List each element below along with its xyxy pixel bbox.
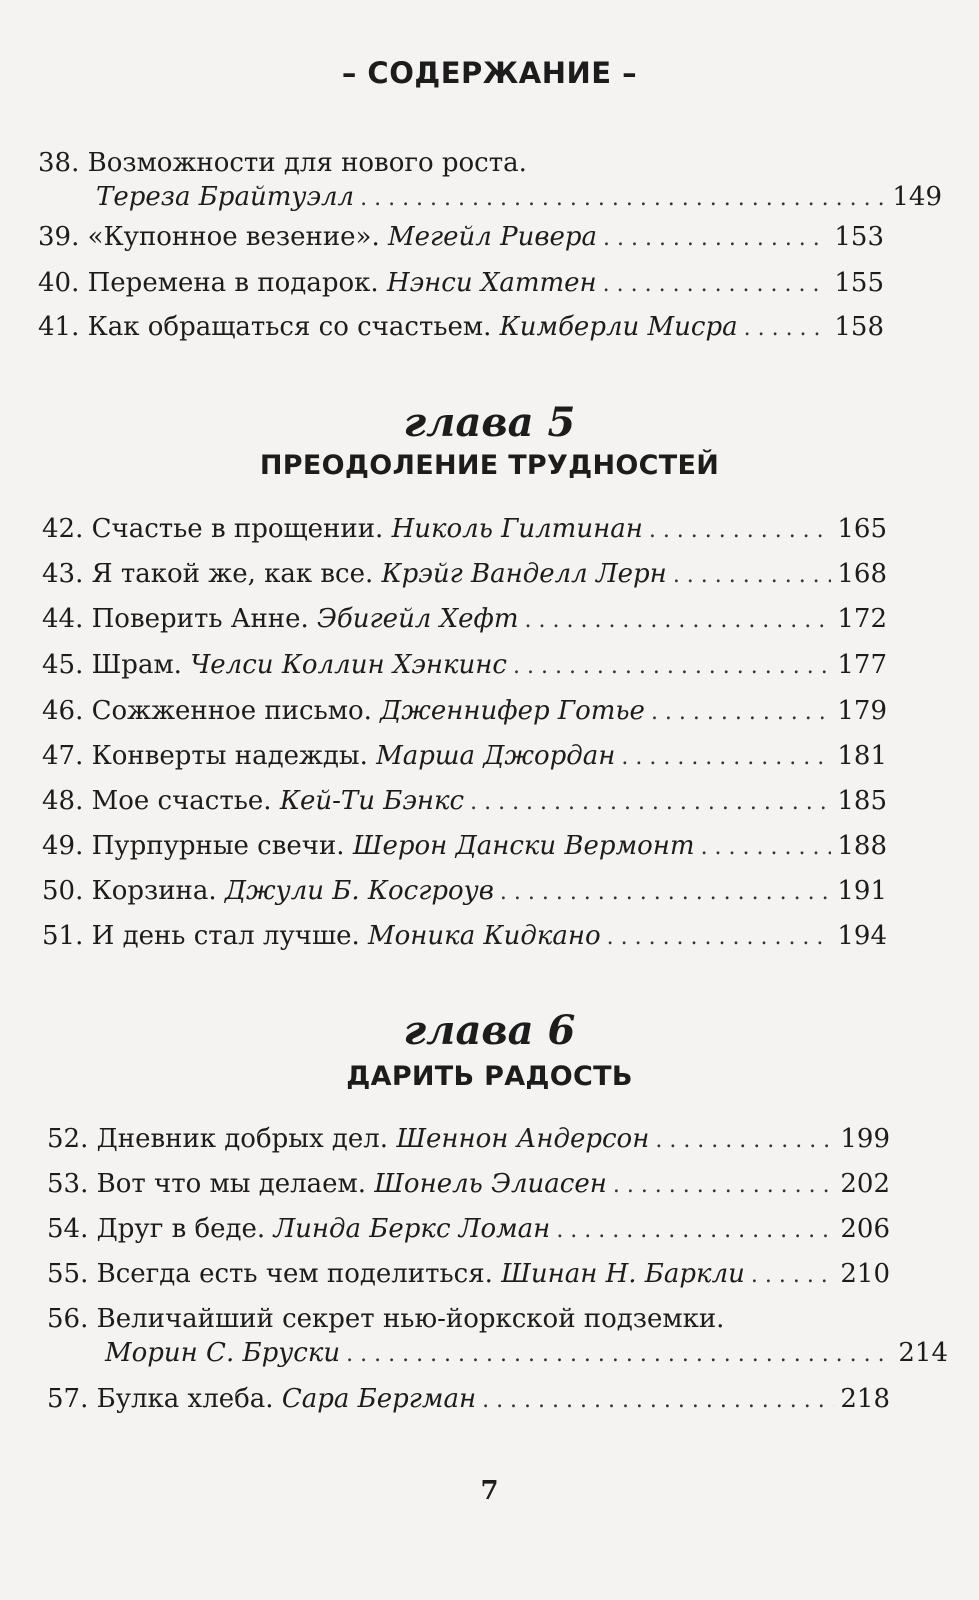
- toc-entry-45: 45. Шрам. Челси Коллин Хэнкинс . . . 177: [42, 648, 887, 684]
- leader-dots: [603, 222, 828, 256]
- leader-dots: [556, 1214, 834, 1248]
- toc-entry-40: 40. Перемена в подарок. Нэнси Хаттен . . . 155: [38, 266, 884, 302]
- chapter-5-title: ПРЕОДОЛЕНИЕ ТРУДНОСТЕЙ: [259, 450, 720, 481]
- toc-entry-42: 42. Счастье в прощении. Николь Гилтинан . . . 165: [42, 512, 887, 548]
- toc-entry-57: 57. Булка хлеба. Сара Бергман . . . 218: [47, 1382, 890, 1418]
- toc-entry-39: 39. «Купонное везение». Мегейл Ривера . . . 153: [38, 220, 884, 256]
- toc-entry-56: 56. Величайший секрет нью-йоркской подземки. Морин С. Бруски . . . 214: [47, 1302, 890, 1372]
- toc-entry-52: 52. Дневник добрых дел. Шеннон Андерсон . . . 199: [47, 1122, 890, 1158]
- leader-dots: [482, 1384, 834, 1418]
- leader-dots: [360, 182, 886, 216]
- chapter-5-label: глава 5: [403, 399, 576, 446]
- leader-dots: [525, 604, 832, 638]
- page-number: 7: [480, 1476, 499, 1506]
- running-header: – СОДЕРЖАНИЕ –: [341, 56, 638, 90]
- leader-dots: [621, 741, 831, 775]
- leader-dots: [470, 786, 831, 820]
- leader-dots: [673, 559, 832, 593]
- toc-entry-38: 38. Возможности для нового роста. Тереза Брайтуэлл . . . 149: [38, 146, 884, 216]
- leader-dots: [751, 1259, 834, 1293]
- toc-entry-55: 55. Всегда есть чем поделиться. Шинан Н. Баркли . . . 210: [47, 1257, 890, 1293]
- leader-dots: [649, 514, 832, 548]
- toc-entry-49: 49. Пурпурные свечи. Шерон Дански Вермонт . . . 188: [42, 829, 887, 865]
- toc-entry-51: 51. И день стал лучше. Моника Кидкано . . . 194: [42, 919, 887, 955]
- chapter-6-title: ДАРИТЬ РАДОСТЬ: [346, 1061, 633, 1092]
- toc-entry-54: 54. Друг в беде. Линда Беркс Ломан . . . 206: [47, 1212, 890, 1248]
- leader-dots: [613, 1169, 835, 1203]
- leader-dots: [701, 831, 832, 865]
- entry-page: 149: [892, 182, 942, 212]
- toc-entry-47: 47. Конверты надежды. Марша Джордан . . . 181: [42, 739, 887, 775]
- toc-entry-46: 46. Сожженное письмо. Дженнифер Готье . . . 179: [42, 694, 887, 730]
- entry-author: Тереза Брайтуэлл: [96, 182, 355, 212]
- toc-entry-50: 50. Корзина. Джули Б. Косгроув . . . 191: [42, 874, 887, 910]
- leader-dots: [603, 268, 829, 302]
- leader-dots: [513, 650, 831, 684]
- chapter-6-label: глава 6: [403, 1007, 576, 1054]
- leader-dots: [651, 696, 831, 730]
- leader-dots: [500, 876, 831, 910]
- leader-dots: [744, 312, 829, 346]
- toc-entry-44: 44. Поверить Анне. Эбигейл Хефт . . . 172: [42, 602, 887, 638]
- toc-entry-41: 41. Как обращаться со счастьем. Кимберли Мисра . . . 158: [38, 310, 884, 346]
- toc-entry-43: 43. Я такой же, как все. Крэйг Ванделл Лерн . . . 168: [42, 557, 887, 593]
- leader-dots: [346, 1338, 892, 1372]
- toc-entry-53: 53. Вот что мы делаем. Шонель Элиасен . . . 202: [47, 1167, 890, 1203]
- leader-dots: [655, 1124, 834, 1158]
- leader-dots: [607, 921, 832, 955]
- toc-entry-48: 48. Мое счастье. Кей-Ти Бэнкс . . . 185: [42, 784, 887, 820]
